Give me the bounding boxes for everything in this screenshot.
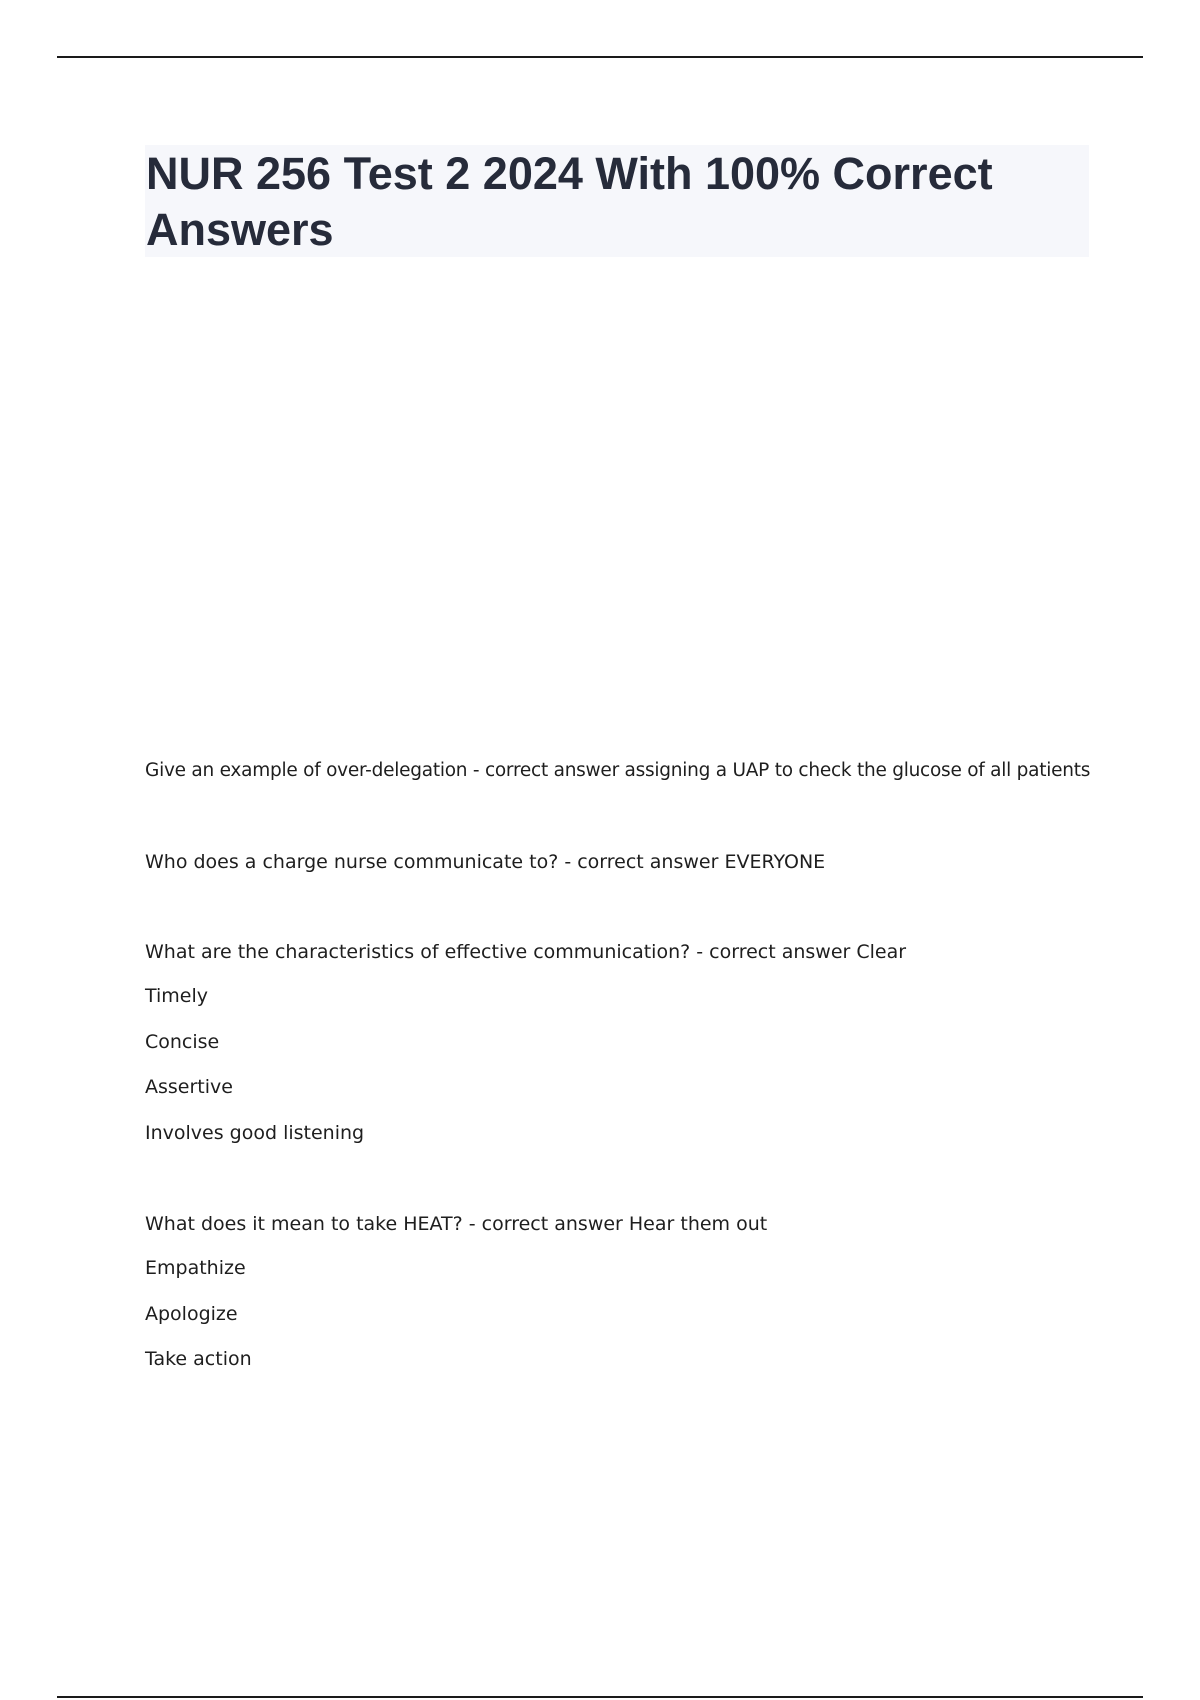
answer-line: Empathize [145, 1257, 246, 1279]
answer-line: Assertive [145, 1076, 233, 1098]
top-rule [57, 56, 1143, 58]
answer-line: Involves good listening [145, 1122, 365, 1144]
answer-line: Apologize [145, 1303, 238, 1325]
qa-heat: What does it mean to take HEAT? - correct answer Hear them out [145, 1213, 768, 1235]
answer-line: Concise [145, 1031, 220, 1053]
document-title: NUR 256 Test 2 2024 With 100% Correct Answers [146, 148, 993, 255]
answer-line: Timely [145, 985, 209, 1007]
qa-charge-nurse: Who does a charge nurse communicate to? - correct answer EVERYONE [145, 851, 826, 873]
answer-line: Take action [145, 1348, 252, 1370]
bottom-rule [57, 1696, 1143, 1698]
qa-over-delegation: Give an example of over-delegation - correct answer assigning a UAP to check the glucose of all patients [145, 760, 1091, 781]
qa-effective-communication: What are the characteristics of effective communication? - correct answer Clear [145, 941, 907, 963]
